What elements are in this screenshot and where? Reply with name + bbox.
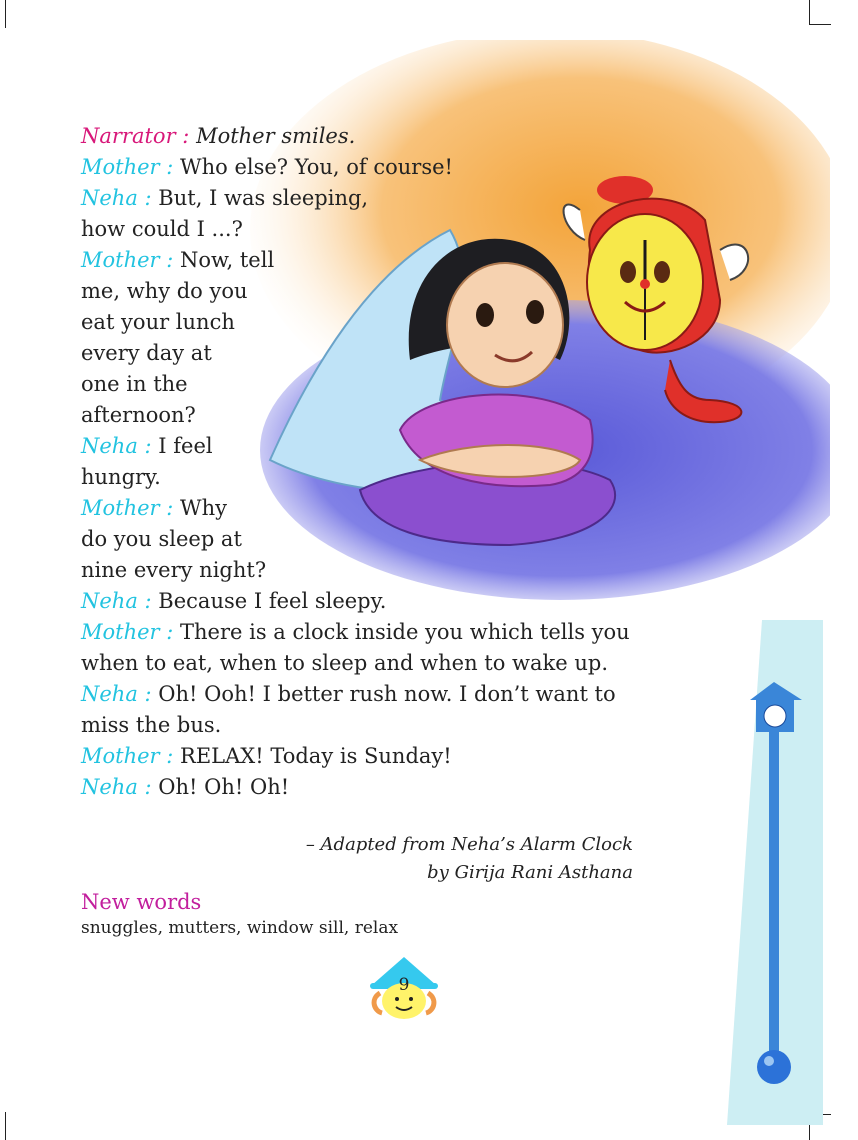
dialogue-line <box>81 586 386 617</box>
tower-pole <box>769 732 779 1057</box>
new-words-list: snuggles, mutters, window sill, relax <box>81 918 399 938</box>
dialogue-line <box>81 648 608 679</box>
line-text: Oh! Oh! Oh! <box>158 775 290 799</box>
tower-clock-icon <box>764 705 786 727</box>
speaker-label: Mother : <box>81 248 174 272</box>
girl-right-eye <box>526 300 544 324</box>
line-text: But, I was sleeping, <box>158 186 369 210</box>
dialogue-line <box>81 679 616 710</box>
dialogue-line <box>81 121 355 152</box>
dialogue-line <box>81 431 213 462</box>
line-text: Because I feel sleepy. <box>158 589 387 613</box>
line-text: There is a clock inside you which tells you <box>180 620 630 644</box>
dialogue-line <box>81 493 227 524</box>
speaker-label: Neha : <box>81 775 152 799</box>
crop-mark-top-right-v <box>809 0 810 24</box>
credit-line-2: by Girija Rani Asthana <box>427 862 633 883</box>
line-text: Why <box>180 496 227 520</box>
line-text: one in the <box>81 372 188 396</box>
new-words-title: New words <box>81 890 202 914</box>
line-text: me, why do you <box>81 279 248 303</box>
speaker-label: Neha : <box>81 682 152 706</box>
line-text: Now, tell <box>180 248 275 272</box>
dialogue-line <box>81 369 188 400</box>
dialogue-line <box>81 245 274 276</box>
line-text: how could I ...? <box>81 217 243 241</box>
crop-mark-top-right-h <box>809 24 831 25</box>
speaker-label: Mother : <box>81 155 174 179</box>
line-text: every day at <box>81 341 212 365</box>
line-text: Who else? You, of course! <box>180 155 453 179</box>
speaker-label: Neha : <box>81 434 152 458</box>
dialogue-line <box>81 741 452 772</box>
line-text: Oh! Ooh! I better rush now. I don’t want to <box>158 682 616 706</box>
speaker-label: Mother : <box>81 620 174 644</box>
crop-mark-top-left <box>5 0 6 28</box>
sidebar-clock-tower <box>722 620 823 1125</box>
line-text: nine every night? <box>81 558 267 582</box>
dialogue-line <box>81 462 161 493</box>
dialogue-line <box>81 524 242 555</box>
girl-left-eye <box>476 303 494 327</box>
line-text: Mother smiles. <box>196 124 356 148</box>
speaker-label: Mother : <box>81 744 174 768</box>
line-text: hungry. <box>81 465 161 489</box>
line-text: do you sleep at <box>81 527 242 551</box>
dialogue-line <box>81 555 266 586</box>
line-text: RELAX! Today is Sunday! <box>180 744 452 768</box>
dialogue-line <box>81 710 221 741</box>
speaker-label: Narrator : <box>81 124 190 148</box>
dialogue-line <box>81 152 453 183</box>
dialogue-line <box>81 338 212 369</box>
line-text: when to eat, when to sleep and when to wake up. <box>81 651 608 675</box>
dialogue-line <box>81 183 368 214</box>
line-text: I feel <box>158 434 213 458</box>
dialogue-line <box>81 307 235 338</box>
dialogue-line <box>81 214 243 245</box>
line-text: afternoon? <box>81 403 196 427</box>
crop-mark-bottom-left <box>5 1112 6 1140</box>
dialogue-line <box>81 276 248 307</box>
tower-ball-icon <box>757 1050 791 1084</box>
dialogue-line <box>81 772 289 803</box>
dialogue-line <box>81 400 196 431</box>
page-number: 9 <box>398 975 410 995</box>
line-text: eat your lunch <box>81 310 235 334</box>
speaker-label: Neha : <box>81 186 152 210</box>
line-text: miss the bus. <box>81 713 222 737</box>
speaker-label: Neha : <box>81 589 152 613</box>
dialogue-line <box>81 617 630 648</box>
speaker-label: Mother : <box>81 496 174 520</box>
girl-face <box>447 263 563 387</box>
credit-line-1: – Adapted from Neha’s Alarm Clock <box>305 834 633 855</box>
